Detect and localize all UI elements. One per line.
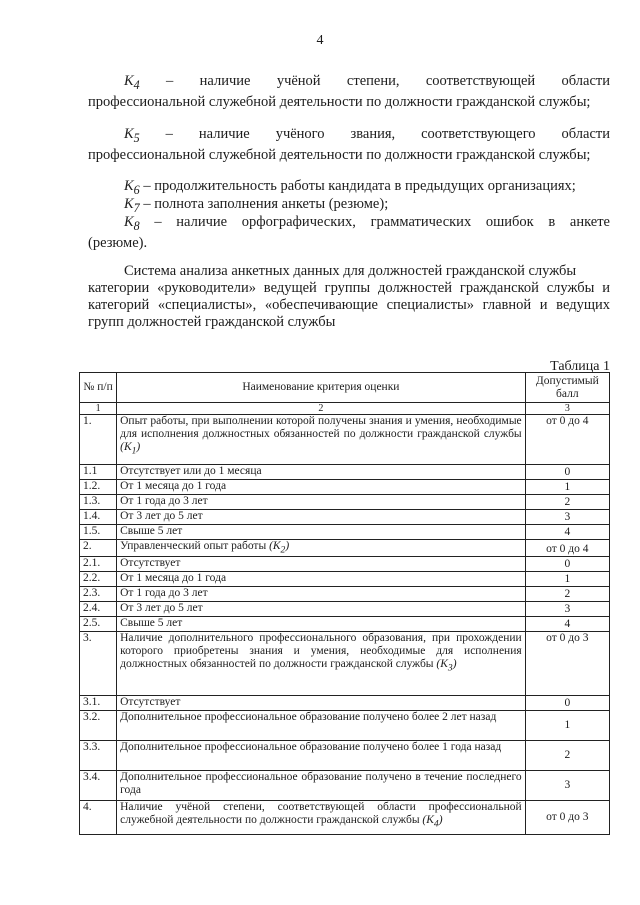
table-row	[80, 495, 610, 510]
row-num: 2.1.	[80, 557, 117, 572]
row-score: 1	[525, 572, 609, 587]
table-row	[80, 711, 610, 741]
row-num: 1.1	[80, 465, 117, 480]
row-score: 2	[525, 495, 609, 510]
evaluation-table	[79, 372, 610, 835]
criterion-k6: $К_6$ – продолжительность работы кандидата в предыдущих организациях;	[124, 178, 576, 197]
row-num: 1.3.	[80, 495, 117, 510]
table-row	[80, 572, 610, 587]
row-score: 2	[525, 587, 609, 602]
table-row	[80, 480, 610, 495]
row-score: от 0 до 3	[525, 801, 609, 835]
table-row	[80, 510, 610, 525]
row-name: Отсутствует или до 1 месяца	[117, 465, 526, 480]
row-score: 1	[525, 711, 609, 741]
table-row	[80, 602, 610, 617]
row-num: 1.5.	[80, 525, 117, 540]
table-caption: Таблица 1	[550, 359, 610, 374]
table-row	[80, 587, 610, 602]
row-name: От 3 лет до 5 лет	[117, 510, 526, 525]
row-num: 2.	[80, 540, 117, 557]
table-row	[80, 525, 610, 540]
row-score: 1	[525, 480, 609, 495]
row-name: Опыт работы, при выполнении которой получены знания и умения, необходимые для исполнения должностных обязанностей по должности гражданской службы $(К_1)$	[117, 415, 526, 465]
row-score: 4	[525, 617, 609, 632]
table-row	[80, 465, 610, 480]
table-row	[80, 540, 610, 557]
section-heading: Система анализа анкетных данных для должностей гражданской службы категории «руководители» ведущей группы должностей гражданской службы и категорий «специалисты», «обеспечивающие специалисты» главной и ведущих групп должностей гражданской службы	[88, 263, 610, 330]
row-num: 1.2.	[80, 480, 117, 495]
criterion-k7: $К_7$ – полнота заполнения анкеты (резюме);	[124, 196, 389, 215]
header-score: Допустимый балл	[525, 373, 609, 403]
row-score: 4	[525, 525, 609, 540]
row-num: 3.4.	[80, 771, 117, 801]
col-number: 2	[117, 403, 526, 415]
criterion-k8: $К_8$ – наличие орфографических, грамматических ошибок в анкете (резюме).	[88, 214, 610, 251]
row-num: 1.4.	[80, 510, 117, 525]
row-score: 0	[525, 557, 609, 572]
row-name: От 1 года до 3 лет	[117, 495, 526, 510]
row-name: Отсутствует	[117, 696, 526, 711]
k-symbol: $К_4$	[124, 73, 140, 92]
table-row	[80, 632, 610, 696]
table-row	[80, 741, 610, 771]
row-score: от 0 до 4	[525, 540, 609, 557]
row-name: Дополнительное профессиональное образование получено более 1 года назад	[117, 741, 526, 771]
row-num: 4.	[80, 801, 117, 835]
k-symbol: $К_5$	[124, 126, 140, 145]
table-header-row	[80, 373, 610, 403]
row-name: Наличие дополнительного профессионального образования, при прохождении которого приобретены знания и умения, необходимые для исполнения должностных обязанностей по должности гражданской службы $(К_3)$	[117, 632, 526, 696]
k-symbol: $К_7$	[124, 196, 140, 215]
header-name: Наименование критерия оценки	[117, 373, 526, 403]
row-name: Дополнительное профессиональное образование получено в течение последнего года	[117, 771, 526, 801]
row-name: От 3 лет до 5 лет	[117, 602, 526, 617]
row-name: От 1 года до 3 лет	[117, 587, 526, 602]
criterion-k4: $К_4$ – наличие учёной степени, соответствующей области профессиональной служебной деятельности по должности гражданской службы;	[88, 73, 611, 110]
row-num: 2.4.	[80, 602, 117, 617]
table-row	[80, 801, 610, 835]
row-name: Отсутствует	[117, 557, 526, 572]
row-score: от 0 до 3	[525, 632, 609, 696]
row-score: 3	[525, 510, 609, 525]
row-num: 2.2.	[80, 572, 117, 587]
row-score: от 0 до 4	[525, 415, 609, 465]
col-number: 1	[80, 403, 117, 415]
row-name: Наличие учёной степени, соответствующей области профессиональной служебной деятельности по должности гражданской службы $(К_4)$	[117, 801, 526, 835]
page-number: 4	[316, 33, 324, 48]
k-symbol: $К_6$	[124, 178, 140, 197]
row-score: 0	[525, 696, 609, 711]
table-row	[80, 771, 610, 801]
row-num: 3.3.	[80, 741, 117, 771]
header-num: № п/п	[80, 373, 117, 403]
row-name: От 1 месяца до 1 года	[117, 480, 526, 495]
row-name: Управленческий опыт работы $(К_2)$	[117, 540, 526, 557]
row-name: Дополнительное профессиональное образование получено более 2 лет назад	[117, 711, 526, 741]
row-score: 3	[525, 602, 609, 617]
row-name: Свыше 5 лет	[117, 617, 526, 632]
row-num: 2.3.	[80, 587, 117, 602]
table-row	[80, 557, 610, 572]
row-name: От 1 месяца до 1 года	[117, 572, 526, 587]
table-row	[80, 415, 610, 465]
table-row	[80, 696, 610, 711]
row-num: 3.	[80, 632, 117, 696]
row-num: 2.5.	[80, 617, 117, 632]
row-num: 3.2.	[80, 711, 117, 741]
row-score: 3	[525, 771, 609, 801]
row-num: 1.	[80, 415, 117, 465]
column-number-row	[80, 403, 610, 415]
criterion-k5: $К_5$ – наличие учёного звания, соответствующего области профессиональной служебной деятельности по должности гражданской службы;	[88, 126, 611, 163]
k-symbol: $К_8$	[124, 214, 140, 233]
table-row	[80, 617, 610, 632]
col-number: 3	[525, 403, 609, 415]
row-score: 2	[525, 741, 609, 771]
row-name: Свыше 5 лет	[117, 525, 526, 540]
row-score: 0	[525, 465, 609, 480]
row-num: 3.1.	[80, 696, 117, 711]
